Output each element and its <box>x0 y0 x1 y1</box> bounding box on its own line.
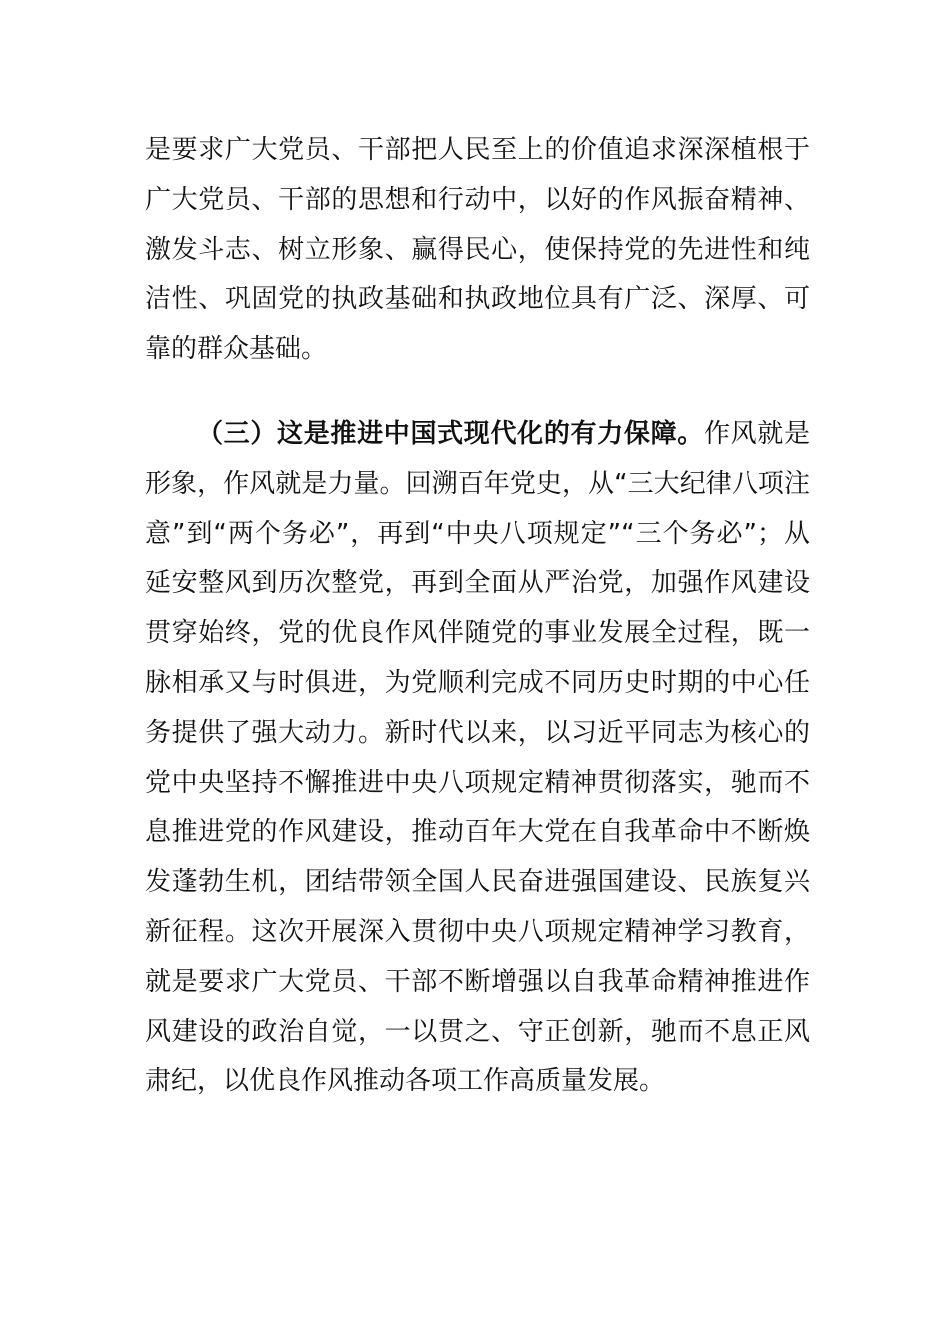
section-three-heading: （三）这是推进中国式现代化的有力保障。 <box>197 419 704 449</box>
paragraph-1-text: 是要求广大党员、干部把人民至上的价值追求深深植根于广大党员、干部的思想和行动中，以好的作风振奋精神、激发斗志、树立形象、赢得民心，使保持党的先进性和纯洁性、巩固党的执政基础和执政地位具有广泛、深厚、可靠的群众基础。 <box>145 135 810 365</box>
paragraph-continuation <box>145 126 810 375</box>
paragraph-section-three <box>145 410 810 1107</box>
paragraph-2-text: 作风就是形象，作风就是力量。回溯百年党史，从“三大纪律八项注意”到“两个务必”，再到“中央八项规定”“三个务必”；从延安整风到历次整党，再到全面从严治党，加强作风建设贯穿始终，党的优良作风伴随党的事业发展全过程，既一脉相承又与时俱进，为党顺利完成不同历史时期的中心任务提供了强大动力。新时代以来，以习近平同志为核心的党中央坚持不懈推进中央八项规定精神贯彻落实，驰而不息推进党的作风建设，推动百年大党在自我革命中不断焕发蓬勃生机，团结带领全国人民奋进强国建设、民族复兴新征程。这次开展深入贯彻中央八项规定精神学习教育，就是要求广大党员、干部不断增强以自我革命精神推进作风建设的政治自觉，一以贯之、守正创新，驰而不息正风肃纪，以优良作风推动各项工作高质量发展。 <box>145 419 810 1097</box>
